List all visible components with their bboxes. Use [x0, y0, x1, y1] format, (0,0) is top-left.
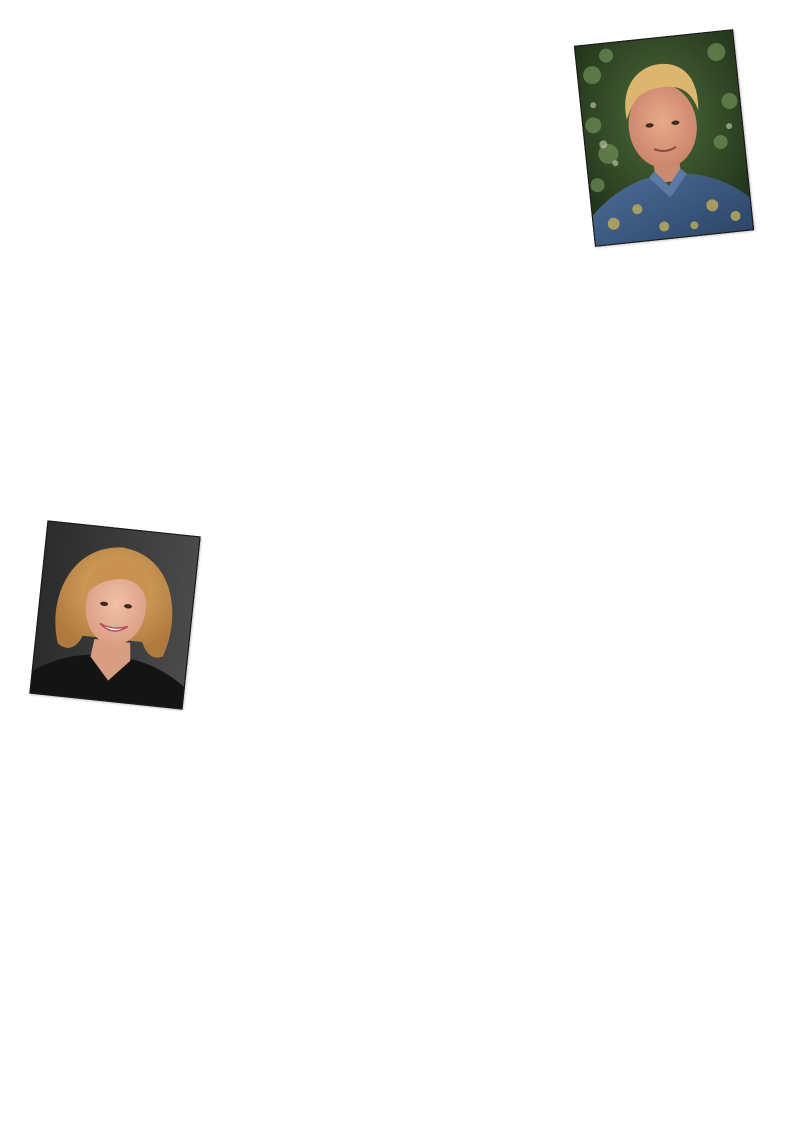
portrait-man-image	[575, 30, 753, 245]
portrait-photo-woman	[29, 520, 200, 709]
portrait-woman-image	[30, 522, 199, 709]
portrait-photo-man	[574, 29, 754, 247]
